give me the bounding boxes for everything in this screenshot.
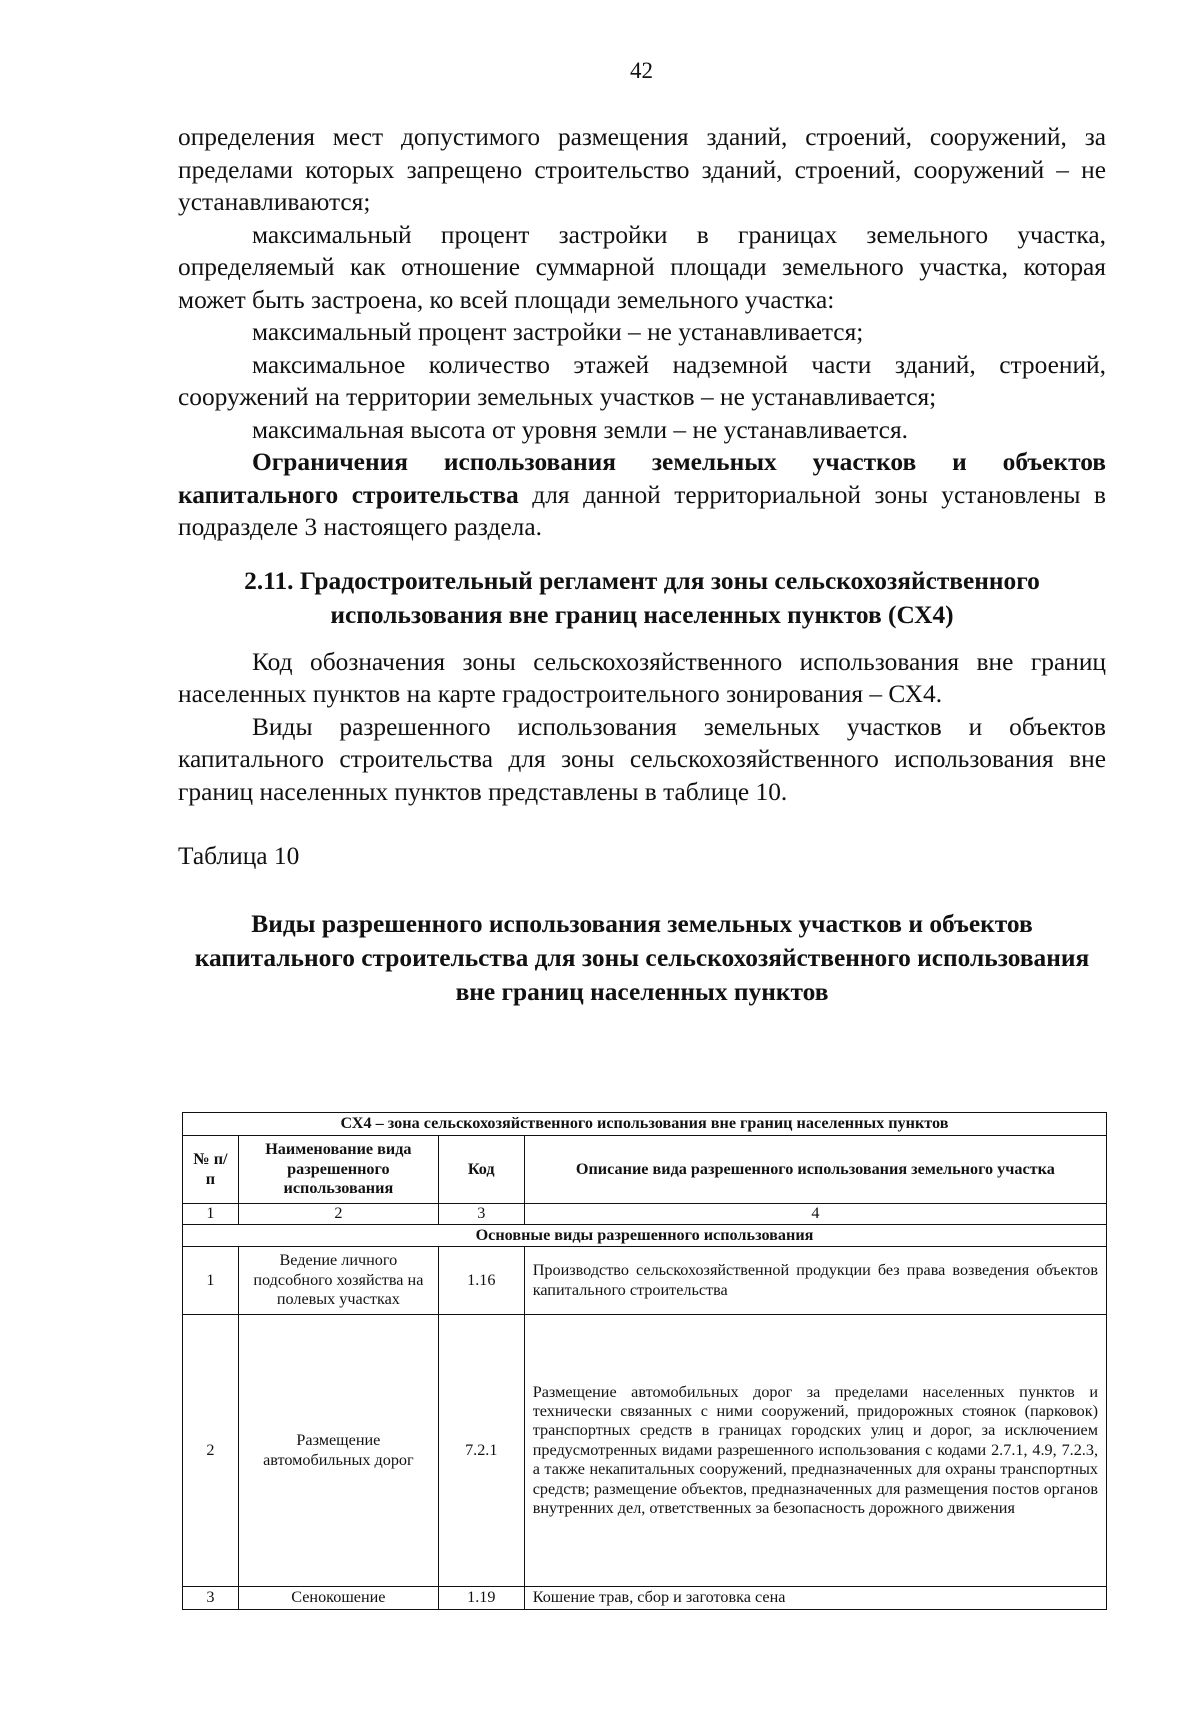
permitted-use-table (182, 1112, 1107, 1610)
column-number: 3 (438, 1204, 524, 1225)
table-row (183, 1315, 1107, 1587)
column-header-row (183, 1136, 1107, 1204)
column-number: 4 (524, 1204, 1106, 1225)
use-description: Производство сельскохозяйственной продукции без права возведения объектов капитального строительства (524, 1247, 1106, 1315)
use-description: Кошение трав, сбор и заготовка сена (524, 1587, 1106, 1610)
paragraph: определения мест допустимого размещения зданий, строений, сооружений, за пределами которых запрещено строительство зданий, строений, сооружений – не устанавливаются; (178, 123, 1106, 216)
bold-phrase: Ограничения использования земельных участков и объектов капитального строительства (178, 448, 1106, 509)
row-number: 3 (183, 1587, 239, 1610)
paragraph-tail: для данной территориальной зоны установлены в подразделе 3 настоящего раздела. (178, 480, 1107, 541)
page-number: 42 (630, 58, 653, 83)
zone-header: СХ4 – зона сельскохозяйственного использования вне границ населенных пунктов (183, 1113, 1107, 1136)
use-code: 1.16 (438, 1247, 524, 1315)
body-text (178, 121, 1106, 1009)
use-code: 7.2.1 (438, 1315, 524, 1587)
zone-header-row (183, 1113, 1107, 1136)
group-title: Основные виды разрешенного использования (183, 1225, 1107, 1247)
section-title: 2.11. Градостроительный регламент для зоны сельскохозяйственного использования вне границ населенных пунктов (СХ4) (244, 566, 1040, 629)
paragraph: максимальный процент застройки в границах земельного участка, определяемый как отношение суммарной площади земельного участка, которая может быть застроена, ко всей площади земельного участка: (178, 220, 1106, 314)
column-number: 2 (238, 1204, 438, 1225)
column-header: Описание вида разрешенного использования земельного участка (524, 1136, 1106, 1204)
table-row (183, 1587, 1107, 1610)
column-number-row (183, 1204, 1107, 1225)
use-name: Размещение автомобильных дорог (238, 1315, 438, 1587)
row-number: 2 (183, 1315, 239, 1587)
paragraph-restrictions (178, 446, 1106, 544)
paragraph: Виды разрешенного использования земельных участков и объектов капитального строительства для зоны сельскохозяйственного использования вне границ населенных пунктов представлены в таблице 10. (178, 712, 1106, 806)
row-number: 1 (183, 1247, 239, 1315)
table-row (183, 1247, 1107, 1315)
use-name: Ведение личного подсобного хозяйства на полевых участках (238, 1247, 438, 1315)
paragraph: максимальное количество этажей надземной части зданий, строений, сооружений на территории земельных участков – не устанавливается; (178, 350, 1106, 411)
use-name: Сенокошение (238, 1587, 438, 1610)
column-header: № п/п (183, 1136, 239, 1204)
paragraph: максимальная высота от уровня земли – не устанавливается. (252, 415, 908, 444)
table-label: Таблица 10 (178, 842, 300, 870)
group-row (183, 1225, 1107, 1247)
use-description: Размещение автомобильных дорог за пределами населенных пунктов и технически связанных с ними сооружений, придорожных стоянок (парковок) транспортных средств в границах городских улиц и дорог, за исключением предусмотренных видами разрешенного использования с кодами 2.7.1, 4.9, 7.2.3, а также некапитальных сооружений, предназначенных для охраны транспортных средств; размещение объектов, предназначенных для размещения постов органов внутренних дел, ответственных за безопасность дорожного движения (524, 1315, 1106, 1587)
table-title: Виды разрешенного использования земельных участков и объектов капитального строительства для зоны сельскохозяйственного использования вне границ населенных пунктов (194, 909, 1090, 1006)
column-header: Код (438, 1136, 524, 1204)
paragraph: максимальный процент застройки – не устанавливается; (252, 318, 864, 346)
use-code: 1.19 (438, 1587, 524, 1610)
column-number: 1 (183, 1204, 239, 1225)
column-header: Наименование вида разрешенного использования (238, 1136, 438, 1204)
paragraph: Код обозначения зоны сельскохозяйственного использования вне границ населенных пунктов на карте градостроительного зонирования – СХ4. (178, 647, 1106, 708)
